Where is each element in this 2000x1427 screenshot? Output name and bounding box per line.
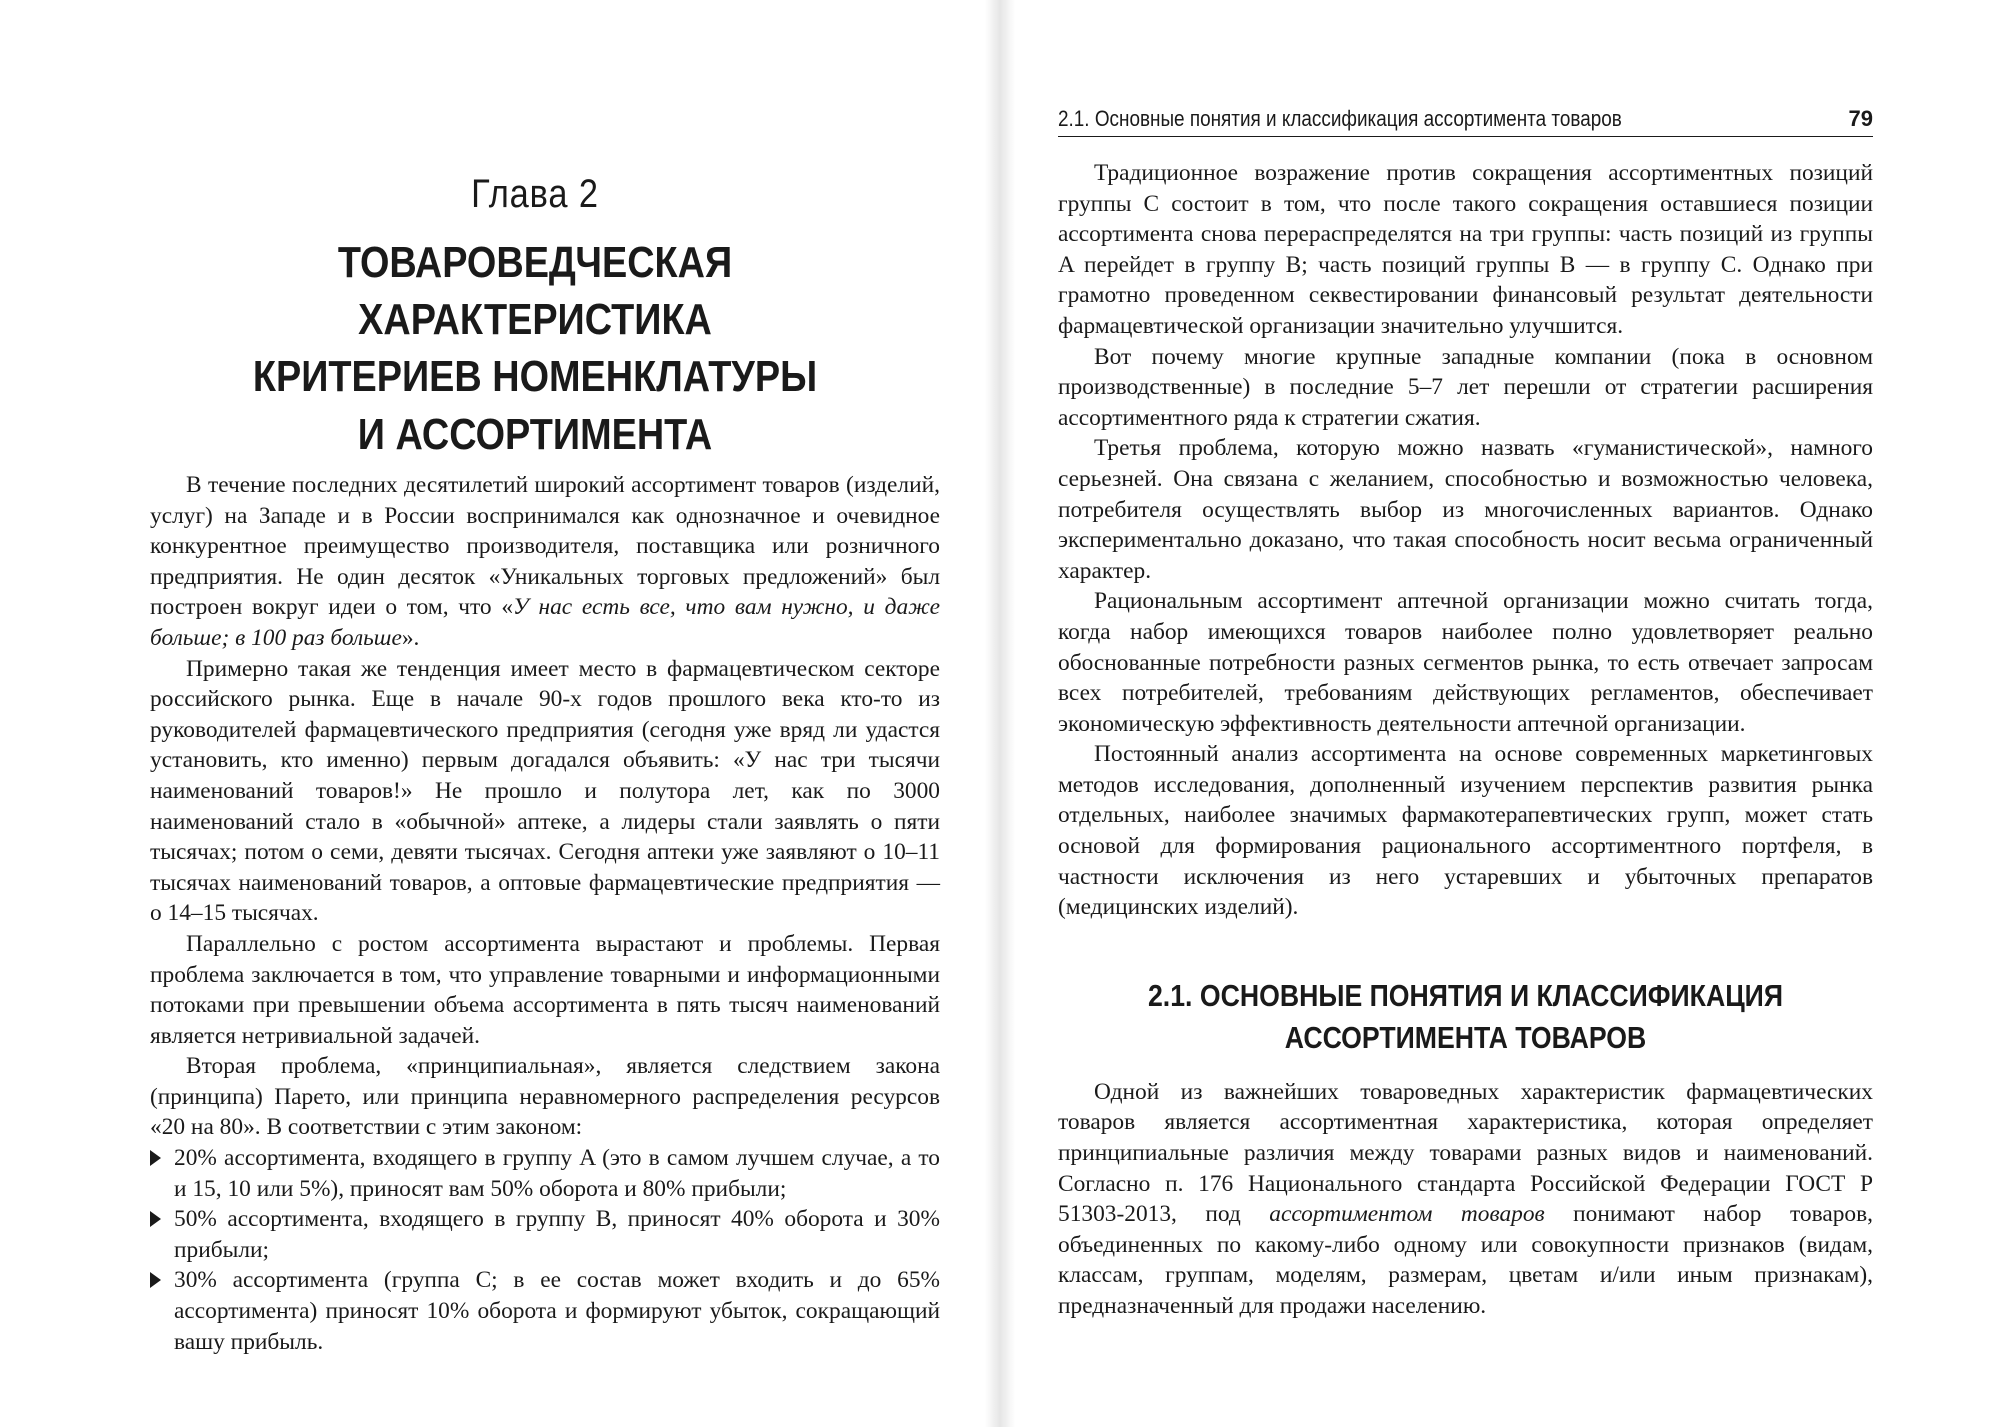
- triangle-bullet-icon: [150, 1272, 161, 1288]
- italic-term: ассортиментом товаров: [1269, 1201, 1545, 1228]
- triangle-bullet-icon: [150, 1211, 161, 1227]
- paragraph: Третья проблема, которую можно назвать «гуманистической», намного серьезней. Она связана с желанием, способностью и возможностью человека, потребителя осуществлять выбор из многочисленных вариантов. Однако экспериментально доказано, что такая способность носит весьма ограниченный характер.: [1058, 435, 1873, 584]
- chapter-heading: [120, 172, 950, 463]
- section-heading: [1115, 975, 1816, 1059]
- right-text-column: [1058, 158, 1873, 1322]
- running-head-title: 2.1. Основные понятия и классификация ассортимента товаров: [1058, 106, 1622, 131]
- bullet-list: [150, 1143, 940, 1357]
- paragraph-text: В течение последних десятилетий широкий ассортимент товаров (изделий, услуг) на Западе и в России воспринимался как однозначное и очевидное конкурентное преимущество производителя, поставщика или розничного предприятия. Не один десяток «Уникальных торговых предложений» был построен вокруг идеи о том, что «: [150, 472, 940, 621]
- book-gutter: [985, 0, 1015, 1427]
- paragraph: Вторая проблема, «принципиальная», является следствием закона (принципа) Парето, или принципа неравномерного распределения ресурсов «20 на 80». В соответствии с этим законом:: [150, 1053, 940, 1141]
- paragraph: Вот почему многие крупные западные компании (пока в основном производственные) в последние 5–7 лет перешли от стратегии расширения ассортиментного ряда к стратегии сжатия.: [1058, 343, 1873, 431]
- chapter-title: [178, 234, 892, 463]
- chapter-number: Глава 2: [471, 172, 599, 216]
- bullet-item: [150, 1265, 940, 1357]
- paragraph: [150, 470, 940, 654]
- bullet-item: [150, 1143, 940, 1204]
- paragraph: Рациональным ассортимент аптечной организации можно считать тогда, когда набор имеющихся товаров наиболее полно удовлетворяет реально обоснованные потребности разных сегментов рынка, то есть отвечает запросам всех потребителей, требованиям действующих регламентов, обеспечивает экономическую эффективность деятельности аптечной организации.: [1058, 588, 1873, 737]
- section-title-line: 2.1. ОСНОВНЫЕ ПОНЯТИЯ И КЛАССИФИКАЦИЯ: [1147, 977, 1784, 1013]
- paragraph: [1058, 1077, 1873, 1322]
- paragraph-tail: понимают набор товаров, объединенных по какому-либо одному или совокупности признаков (видам, классам, группам, моделям, размерам, цветам и/или иным признакам), предназначенный для продажи населению.: [1058, 1201, 1873, 1319]
- chapter-title-line: И АССОРТИМЕНТА: [357, 409, 713, 459]
- page-number: 79: [1848, 106, 1873, 131]
- bullet-item: [150, 1204, 940, 1265]
- paragraph: Параллельно с ростом ассортимента вырастают и проблемы. Первая проблема заключается в том, что управление товарными и информационными потоками при превышении объема ассортимента в пять тысяч наименований является нетривиальной задачей.: [150, 930, 940, 1049]
- paragraph-tail: ».: [401, 624, 420, 651]
- paragraph: Примерно такая же тенденция имеет место в фармацевтическом секторе российского рынка. Еще в начале 90-х годов прошлого века кто-то из руководителей фармацевтического предприятия (сегодня уже вряд ли удастся установить, кто именно) первым догадался объявить: «У нас три тысячи наименований товаров!» Не прошло и полутора лет, как по 3000 наименований стало в «обычной» аптеке, а лидеры стали заявлять о пяти тысячах; потом о семи, девяти тысячах. Сегодня аптеки уже заявляют о 10–11 тысячах наименований товаров, а оптовые фармацевтические предприятия — о 14–15 тысячах.: [150, 655, 940, 927]
- bullet-text: 50% ассортимента, входящего в группу B, приносят 40% оборота и 30% прибыли;: [174, 1206, 940, 1263]
- running-head: [1058, 106, 1873, 137]
- bullet-text: 20% ассортимента, входящего в группу A (это в самом лучшем случае, а то и 15, 10 или 5%), приносят вам 50% оборота и 80% прибыли;: [174, 1145, 940, 1202]
- chapter-title-line: ТОВАРОВЕДЧЕСКАЯ ХАРАКТЕРИСТИКА: [337, 238, 733, 345]
- bullet-text: 30% ассортимента (группа C; в ее состав может входить и до 65% ассортимента) приносят 10% оборота и формируют убыток, сокращающий вашу прибыль.: [174, 1267, 940, 1355]
- triangle-bullet-icon: [150, 1150, 161, 1166]
- chapter-title-line: КРИТЕРИЕВ НОМЕНКЛАТУРЫ: [252, 352, 818, 402]
- italic-quote: У нас есть все, что вам нужно, и даже больше; в 100 раз больше: [150, 594, 940, 651]
- left-text-column: [150, 470, 940, 1357]
- paragraph: Постоянный анализ ассортимента на основе современных маркетинговых методов исследования, дополненный изучением перспектив развития рынка отдельных, наиболее значимых фармакотерапевтических групп, может стать основой для формирования рационального ассортиментного портфеля, в частности исключения из него устаревших и убыточных препаратов (медицинских изделий).: [1058, 741, 1873, 921]
- paragraph: Традиционное возражение против сокращения ассортиментных позиций группы C состоит в том, что после такого сокращения оставшиеся позиции ассортимента снова перераспределятся на три группы: часть позиций из группы A перейдет в группу B; часть позиций группы B — в группу C. Однако при грамотно проведенном секвестировании финансовый результат деятельности фармацевтической организации значительно улучшится.: [1058, 160, 1873, 339]
- paragraph-text: Одной из важнейших товароведных характеристик фармацевтических товаров является ассортиментная характеристика, которая определяет принципиальные различия между товарами разных видов и наименований. Согласно п. 176 Национального стандарта Российской Федерации ГОСТ Р 51303-2013, под: [1058, 1078, 1873, 1228]
- section-title-line: АССОРТИМЕНТА ТОВАРОВ: [1284, 1019, 1647, 1055]
